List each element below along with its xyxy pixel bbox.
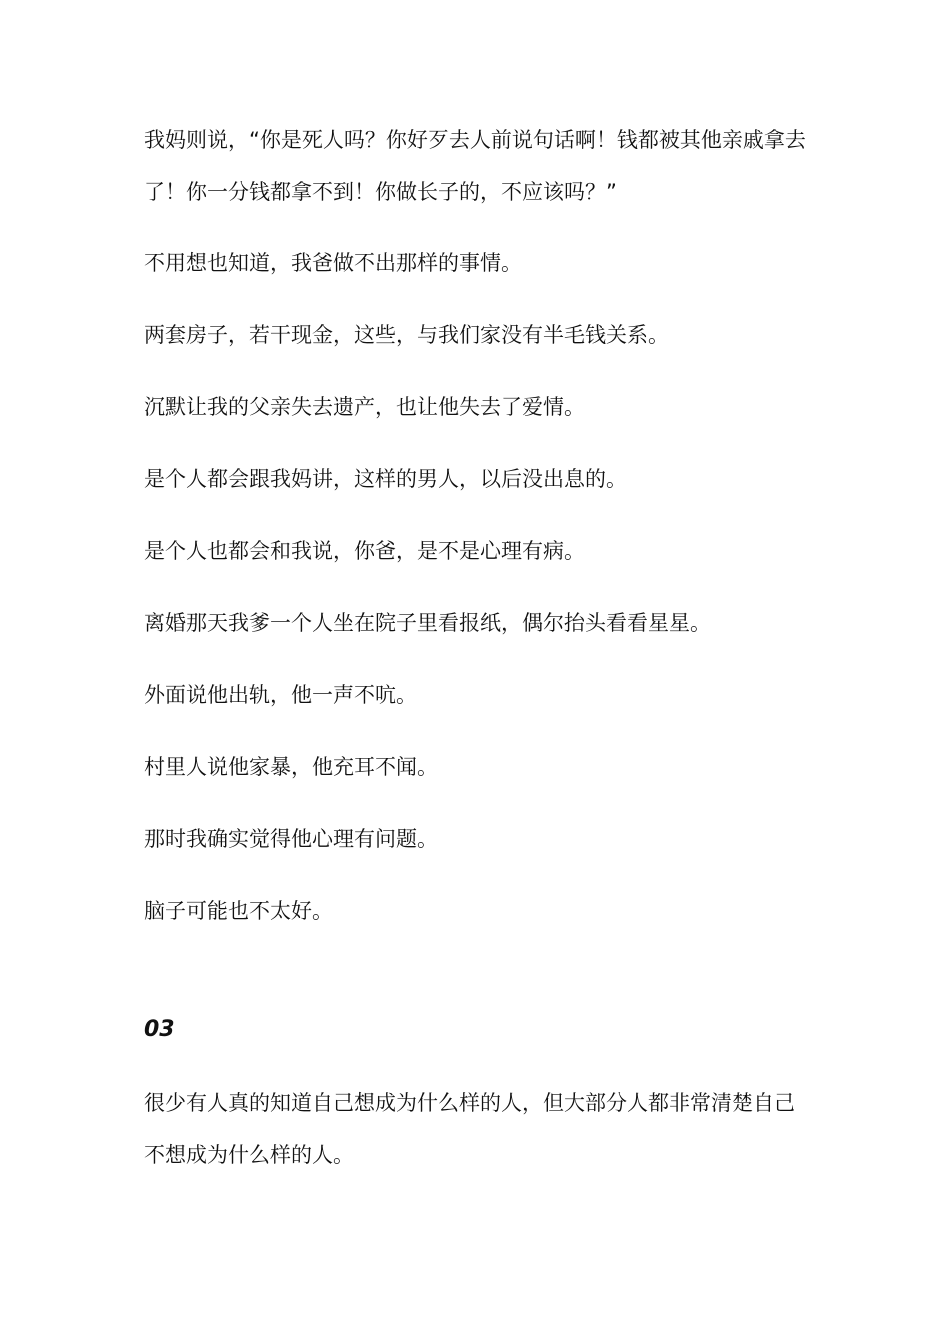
paragraph-7: 离婚那天我爹一个人坐在院子里看报纸，偶尔抬头看看星星。 [144, 611, 711, 635]
paragraph-2: 不用想也知道，我爸做不出那样的事情。 [144, 251, 522, 275]
paragraph-8: 外面说他出轨，他一声不吭。 [144, 683, 417, 707]
paragraph-3: 两套房子，若干现金，这些，与我们家没有半毛钱关系。 [144, 323, 669, 347]
paragraph-10: 那时我确实觉得他心理有问题。 [144, 827, 438, 851]
paragraph-4: 沉默让我的父亲失去遗产，也让他失去了爱情。 [144, 395, 585, 419]
section-number: 03 [144, 1017, 175, 1042]
paragraph-1: 我妈则说，“你是死人吗？你好歹去人前说句话啊！钱都被其他亲戚拿去了！你一分钱都拿不到！你做长子的，不应该吗？” [144, 128, 806, 204]
paragraph-11: 脑子可能也不太好。 [144, 899, 333, 923]
paragraph-6: 是个人也都会和我说，你爸，是不是心理有病。 [144, 539, 585, 563]
paragraph-9: 村里人说他家暴，他充耳不闻。 [144, 755, 438, 779]
paragraph-5: 是个人都会跟我妈讲，这样的男人，以后没出息的。 [144, 467, 627, 491]
paragraph-12: 很少有人真的知道自己想成为什么样的人，但大部分人都非常清楚自己不想成为什么样的人。 [144, 1091, 795, 1167]
